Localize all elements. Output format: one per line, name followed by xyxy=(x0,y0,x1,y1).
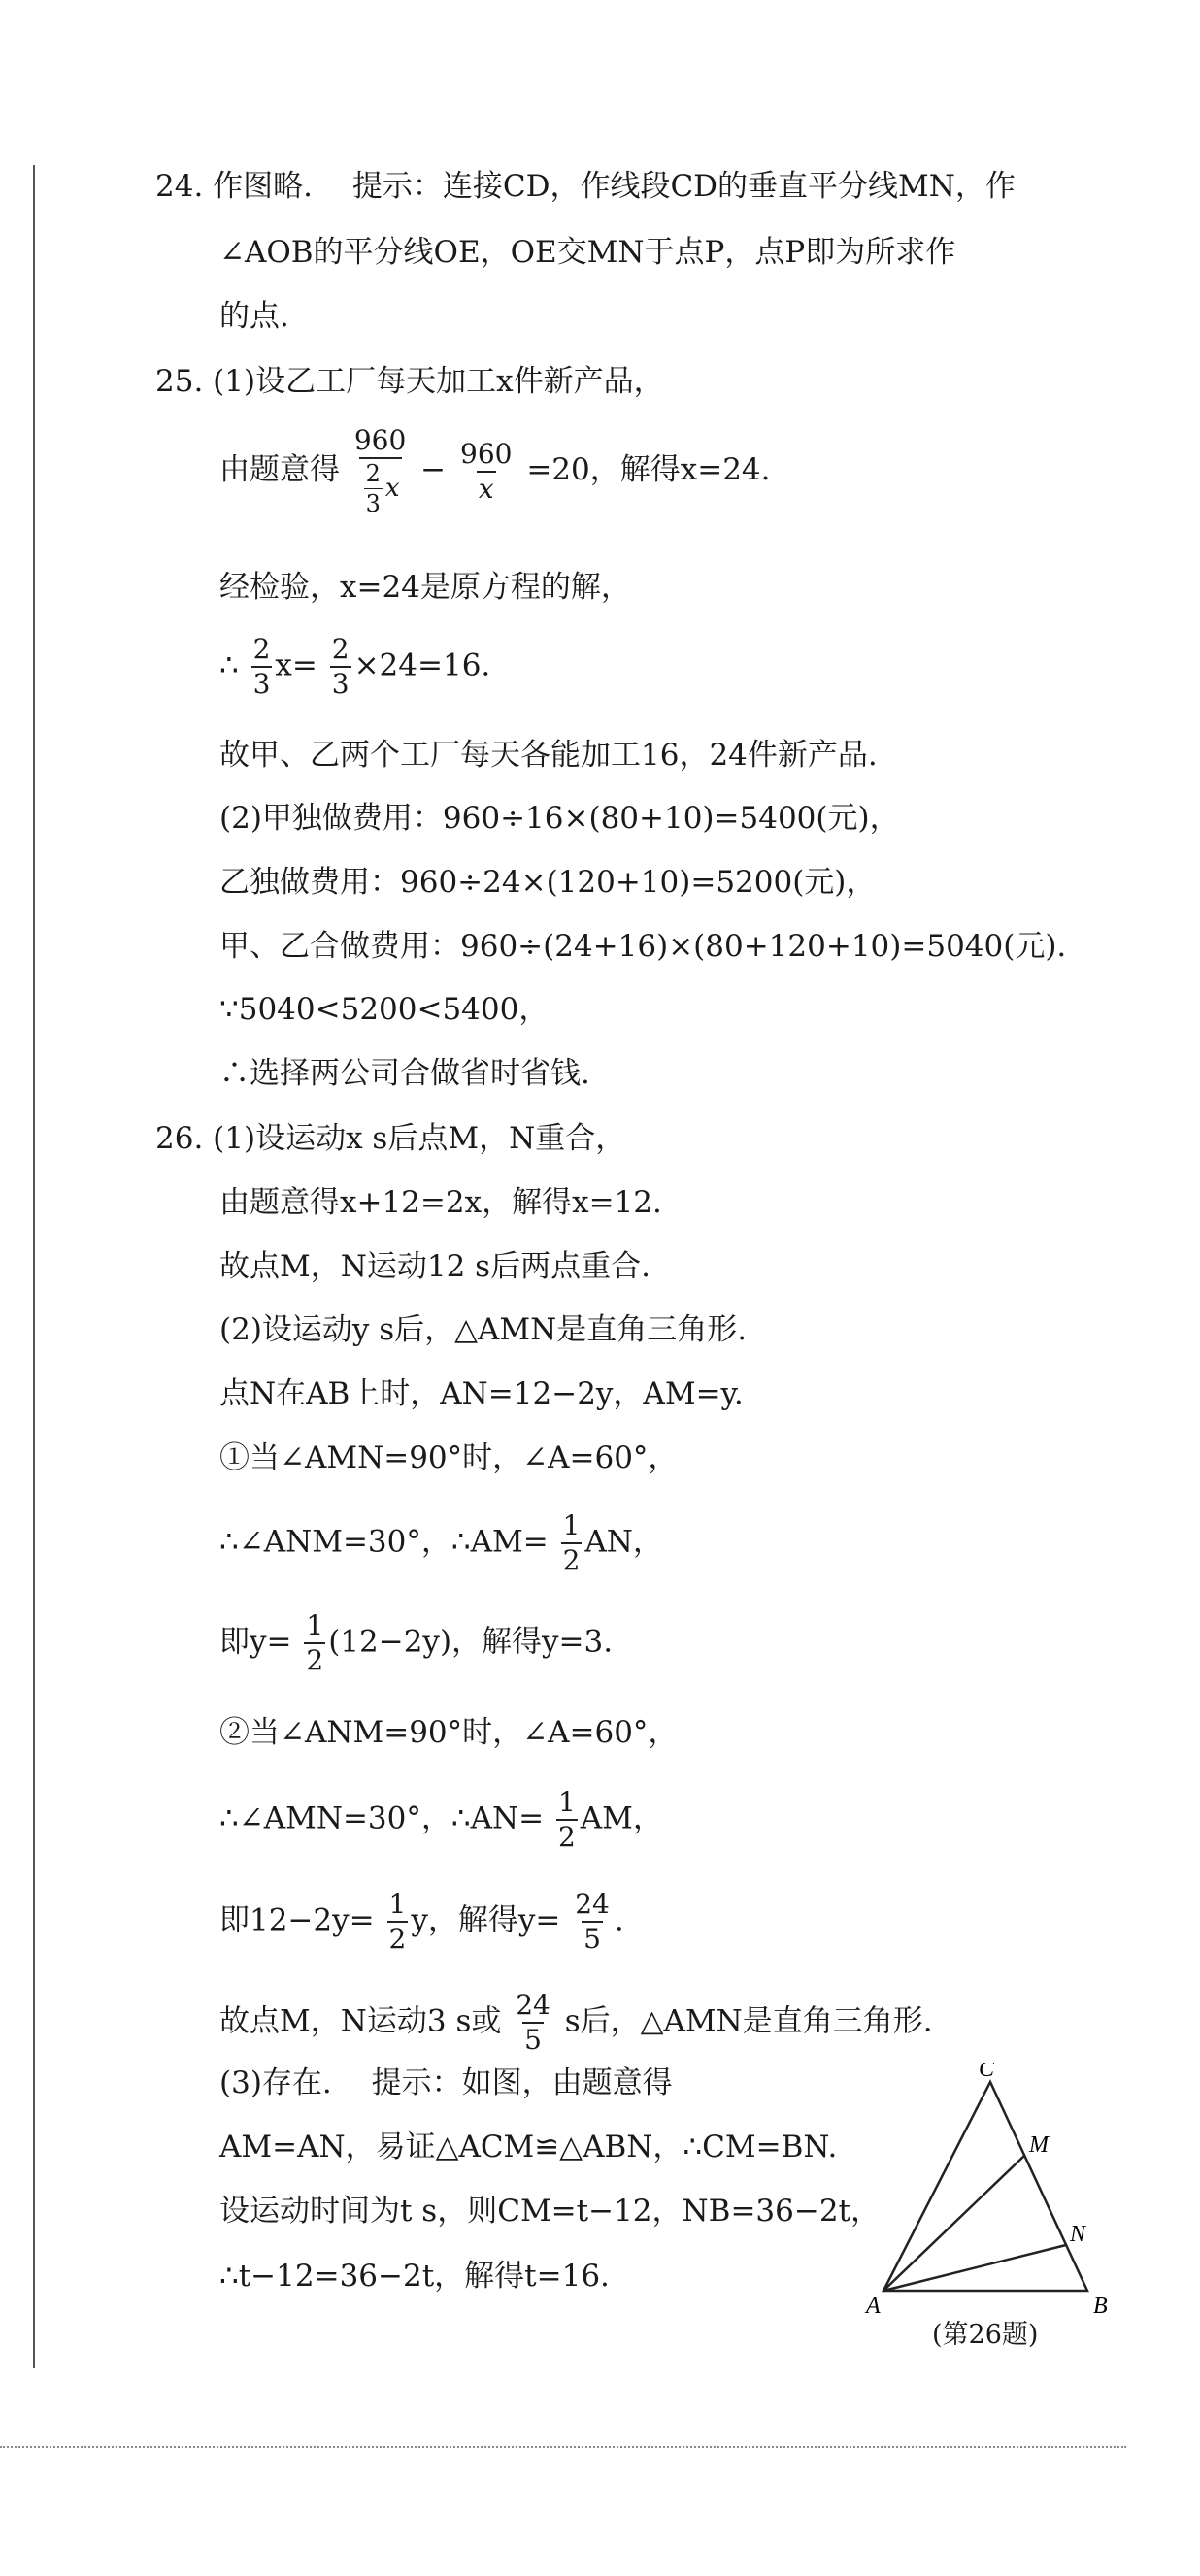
p26-text-1: (1)设运动x s后点M，N重合， xyxy=(213,1121,626,1156)
fraction-1-2 xyxy=(556,1786,578,1853)
segment-an xyxy=(883,2245,1066,2291)
p25-number: 25. xyxy=(155,364,204,399)
p25-line-4 xyxy=(219,633,491,700)
p26-line-5: 点N在AB上时，AN=12−2y，AM=y. xyxy=(219,1376,744,1411)
p26-line-8 xyxy=(219,1609,614,1676)
fraction-960-over-x xyxy=(458,437,514,505)
label-a: A xyxy=(866,2294,881,2315)
l4-pre: ∴ xyxy=(219,647,239,683)
var-x: x xyxy=(384,474,400,503)
frac-num: 1 xyxy=(557,1786,576,1818)
fraction-960-over-2-3x xyxy=(352,424,408,517)
fraction-2-3-a xyxy=(251,633,273,700)
frac-num: 24 xyxy=(516,1989,550,2021)
segment-am xyxy=(883,2156,1024,2291)
fraction-1-2 xyxy=(561,1509,583,1576)
frac2-numerator: 960 xyxy=(460,437,513,470)
l8-pre: 即y= xyxy=(219,1624,292,1660)
triangle-figure xyxy=(864,2063,1117,2315)
frac-num: 24 xyxy=(575,1888,610,1920)
p25-line-1 xyxy=(155,362,664,401)
p26-line-15: 设运动时间为t s，则CM=t−12，NB=36−2t， xyxy=(219,2194,882,2229)
frac-den: 2 xyxy=(306,1644,324,1676)
frac2-denominator: x xyxy=(478,472,494,505)
p24-line-3: 的点. xyxy=(219,299,289,334)
l11-pre: 即12−2y= xyxy=(219,1902,375,1938)
inner-denominator: 3 xyxy=(365,490,381,517)
triangle-abc xyxy=(883,2082,1087,2291)
bottom-dotted-divider xyxy=(0,2446,1126,2448)
p26-line-13: (3)存在. 提示：如图，由题意得 xyxy=(219,2065,673,2100)
fraction-24-5 xyxy=(514,1989,552,2056)
p25-line-5: 故甲、乙两个工厂每天各能加工16，24件新产品. xyxy=(219,738,878,773)
frac-den: 2 xyxy=(562,1544,581,1576)
inner-numerator: 2 xyxy=(365,460,381,487)
l4-post: ×24=16. xyxy=(353,647,491,683)
frac-den: 2 xyxy=(557,1821,576,1853)
frac-den: 2 xyxy=(388,1923,407,1955)
label-c: C xyxy=(979,2063,995,2082)
p26-line-4: (2)设运动y s后，△AMN是直角三角形. xyxy=(219,1312,748,1347)
l10-post: AM， xyxy=(580,1800,663,1836)
p25-line-6: (2)甲独做费用：960÷16×(80+10)=5400(元)， xyxy=(219,801,900,836)
p24-number: 24. xyxy=(155,169,204,204)
figure-caption: (第26题) xyxy=(932,2320,1039,2350)
p26-line-12 xyxy=(219,1989,933,2056)
l7-post: AN， xyxy=(584,1524,663,1560)
frac-denominator xyxy=(359,457,402,515)
frac-num: 1 xyxy=(562,1509,581,1541)
fraction-1-2 xyxy=(304,1609,325,1676)
p25-line-8: 甲、乙合做费用：960÷(24+16)×(80+120+10)=5040(元). xyxy=(219,929,1067,964)
p25-line-3: 经检验，x=24是原方程的解， xyxy=(219,570,631,605)
frac-den: 5 xyxy=(583,1923,601,1955)
l11-post: . xyxy=(614,1902,624,1938)
inner-fraction xyxy=(364,462,383,515)
p24-line-1 xyxy=(155,167,1016,206)
frac-numerator: 960 xyxy=(353,424,407,456)
p25-line-10: ∴选择两公司合做省时省钱. xyxy=(219,1056,590,1091)
l12-pre: 故点M，N运动3 s或 xyxy=(219,2003,502,2039)
p25-equation xyxy=(219,424,771,517)
l11-mid: y，解得y= xyxy=(411,1902,561,1938)
p24-line-2: ∠AOB的平分线OE，OE交MN于点P，点P即为所求作 xyxy=(219,235,956,270)
label-m: M xyxy=(1029,2132,1049,2158)
frac-den: 3 xyxy=(331,668,350,700)
eq-post: =20，解得x=24. xyxy=(526,452,771,487)
p26-line-6: ①当∠AMN=90°时，∠A=60°， xyxy=(219,1440,679,1475)
left-margin-line xyxy=(33,165,35,2368)
eq-pre: 由题意得 xyxy=(219,452,340,487)
fraction-24-5 xyxy=(573,1888,612,1955)
frac-num: 1 xyxy=(306,1609,324,1641)
p25-text-1: (1)设乙工厂每天加工x件新产品， xyxy=(213,364,664,399)
p26-number: 26. xyxy=(155,1121,204,1156)
p26-line-16: ∴t−12=36−2t，解得t=16. xyxy=(219,2259,610,2294)
l8-post: (12−2y)，解得y=3. xyxy=(328,1624,614,1660)
frac-num: 2 xyxy=(252,633,271,665)
p26-line-7 xyxy=(219,1509,663,1576)
p26-line-14: AM=AN，易证△ACM≌△ABN，∴CM=BN. xyxy=(219,2130,838,2164)
p26-line-10 xyxy=(219,1786,663,1853)
l10-pre: ∴∠AMN=30°，∴AN= xyxy=(219,1800,545,1836)
frac-num: 1 xyxy=(388,1888,407,1920)
fraction-1-2 xyxy=(387,1888,409,1955)
p26-line-9: ②当∠ANM=90°时，∠A=60°， xyxy=(219,1715,679,1750)
p26-line-11 xyxy=(219,1888,624,1955)
eq-minus: − xyxy=(420,452,456,487)
p24-text-1: 作图略. 提示：连接CD，作线段CD的垂直平分线MN，作 xyxy=(213,169,1016,204)
frac-den: 5 xyxy=(524,2024,542,2056)
frac-den: 3 xyxy=(252,668,271,700)
p25-line-7: 乙独做费用：960÷24×(120+10)=5200(元)， xyxy=(219,865,877,900)
l7-pre: ∴∠ANM=30°，∴AM= xyxy=(219,1524,549,1560)
p26-line-1 xyxy=(155,1119,625,1158)
l12-post: s后，△AMN是直角三角形. xyxy=(554,2003,933,2039)
p25-line-9: ∵5040<5200<5400， xyxy=(219,992,550,1027)
l4-mid: x= xyxy=(275,647,317,683)
label-n: N xyxy=(1070,2222,1086,2247)
label-b: B xyxy=(1093,2294,1108,2315)
p26-line-2: 由题意得x+12=2x，解得x=12. xyxy=(219,1185,662,1220)
frac-num: 2 xyxy=(331,633,350,665)
fraction-2-3-b xyxy=(330,633,351,700)
p26-line-3: 故点M，N运动12 s后两点重合. xyxy=(219,1249,650,1284)
